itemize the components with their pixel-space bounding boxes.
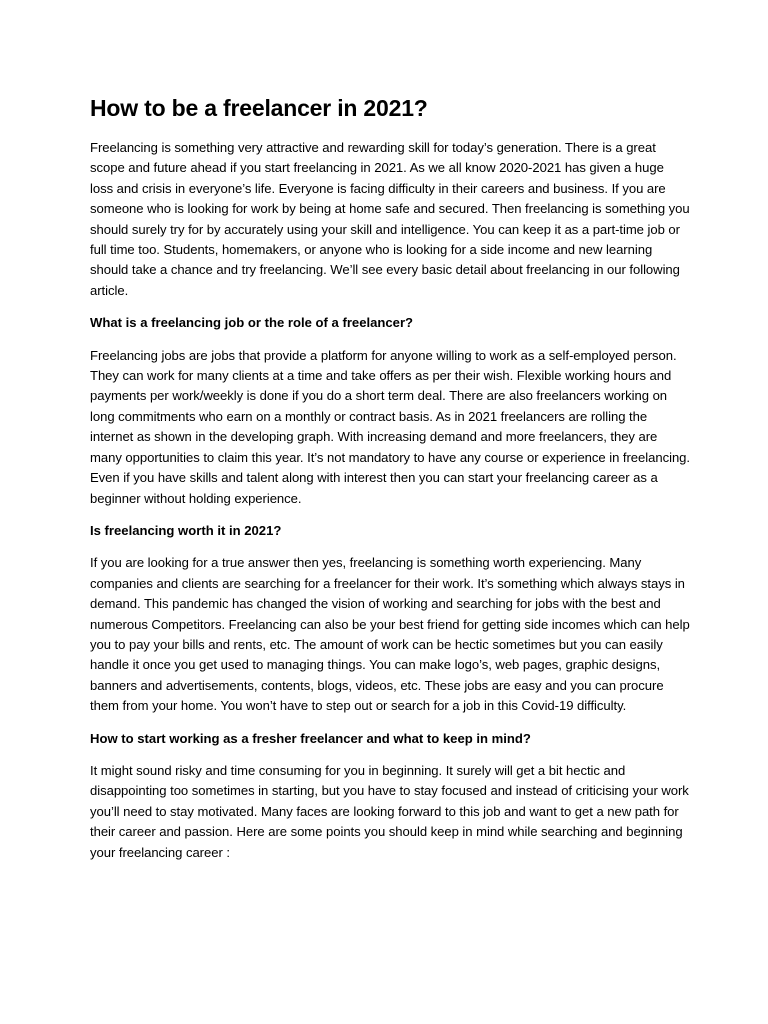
section-heading-start: How to start working as a fresher freelancer and what to keep in mind? <box>90 730 531 746</box>
section-heading-worth: Is freelancing worth it in 2021? <box>90 522 282 538</box>
section-body-start: It might sound risky and time consuming for you in beginning. It surely will get a bit hectic and disappointing too sometimes in starting, but you have to stay focused and instead of criticising your work you’ll need to stay motivated. Many faces are looking forward to this job and want to get a new path for their career and passion. Here are some points you should keep in mind while searching and beginning your freelancing career : <box>90 762 689 860</box>
intro-paragraph: Freelancing is something very attractive and rewarding skill for today’s generation. There is a great scope and future ahead if you start freelancing in 2021. As we all know 2020-2021 has given a huge loss and crisis in everyone’s life. Everyone is facing difficulty in their careers and business. If you are someone who is looking for work by being at home safe and secured. Then freelancing is something you should surely try for by accurately using your skill and intelligence. You can keep it as a part-time job or full time too. Students, homemakers, or anyone who is looking for a side income and new learning should take a chance and try freelancing. We’ll see every basic detail about freelancing in our following article. <box>90 140 690 298</box>
section-heading-role: What is a freelancing job or the role of a freelancer? <box>90 315 414 331</box>
section-body-worth: If you are looking for a true answer then yes, freelancing is something worth experiencing. Many companies and clients are searching for a freelancer for their work. It’s something which always stays in demand. This pandemic has changed the vision of working and searching for jobs with the best and numerous Competitors. Freelancing can also be your best friend for getting side incomes which can help you to pay your bills and rents, etc. The amount of work can be hectic sometimes but you can easily handle it once you get used to managing things. You can make logo’s, web pages, graphic designs, banners and advertisements, contents, blogs, videos, etc. These jobs are easy and you can procure them from your home. You won’t have to step out or search for a job in this Covid-19 difficulty. <box>90 555 690 714</box>
section-body-role: Freelancing jobs are jobs that provide a platform for anyone willing to work as a self-employed person. They can work for many clients at a time and take offers as per their wish. Flexible working hours and payments per work/weekly is done if you do a short term deal. There are also freelancers working on long commitments who earn on a monthly or contract basis. As in 2021 freelancers are rolling the internet as shown in the developing graph. With increasing demand and more freelancers, they are many opportunities to claim this year. It’s not mandatory to have any course or experience in freelancing. Even if you have skills and talent along with interest then you can start your freelancing career as a beginner without holding experience. <box>90 347 691 506</box>
document-title: How to be a freelancer in 2021? <box>90 95 428 121</box>
document-page <box>90 93 690 875</box>
